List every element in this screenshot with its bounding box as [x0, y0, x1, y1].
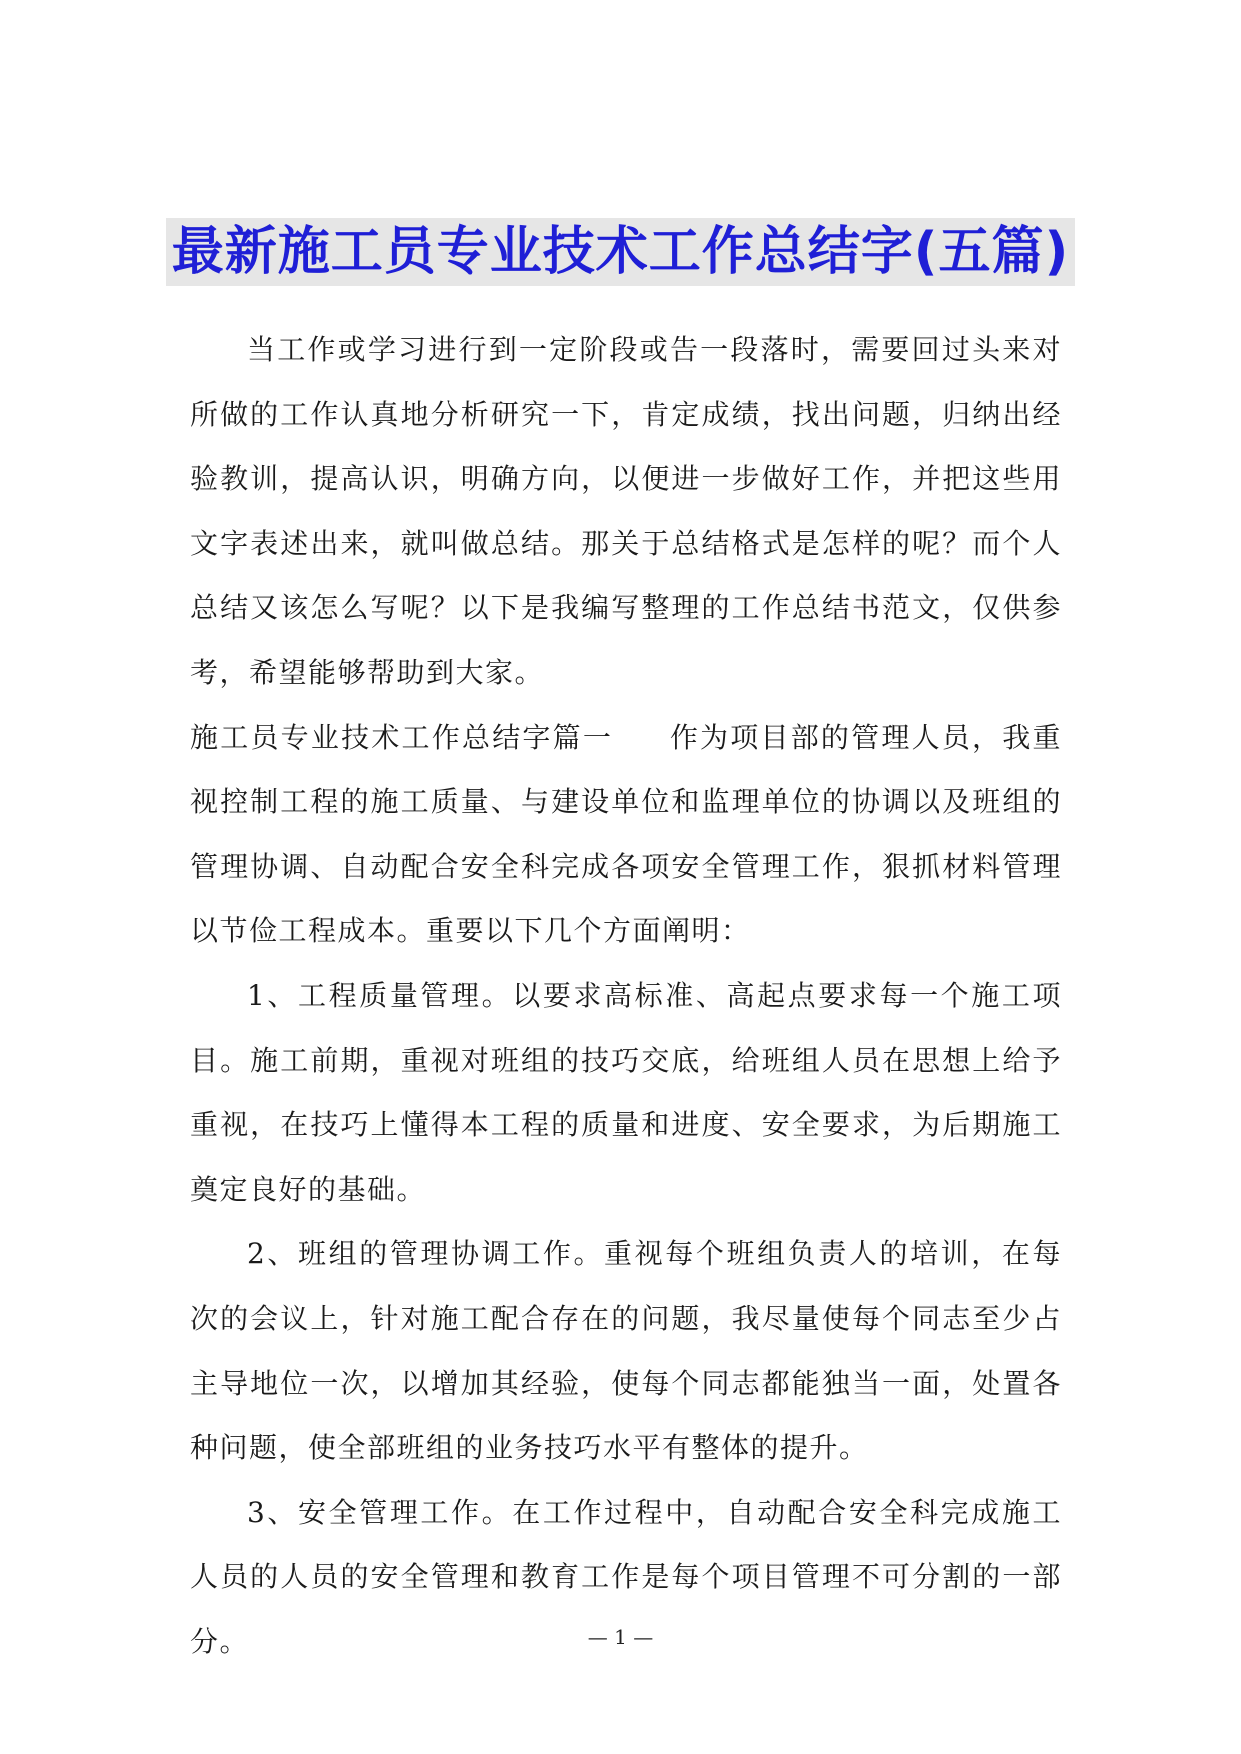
section-heading: 施工员专业技术工作总结字篇一 [190, 720, 614, 754]
title-container [0, 218, 1241, 286]
section-paragraph [190, 706, 1062, 964]
intro-paragraph: 当工作或学习进行到一定阶段或告一段落时，需要回过头来对所做的工作认真地分析研究一下，肯定成绩，找出问题，归纳出经验教训，提高认识，明确方向，以便进一步做好工作，并把这些用文字表述出来，就叫做总结。那关于总结格式是怎样的呢？而个人总结又该怎么写呢？以下是我编写整理的工作总结书范文，仅供参考，希望能够帮助到大家。 [190, 333, 1062, 689]
item-paragraph-1: 1、工程质量管理。以要求高标准、高起点要求每一个施工项目。施工前期，重视对班组的技巧交底，给班组人员在思想上给予重视，在技巧上懂得本工程的质量和进度、安全要求，为后期施工奠定良好的基础。 [190, 978, 1062, 1206]
section-lead: 作为项目部的管理人员，我重视控制工程的施工质量、与建设单位和监理单位的协调以及班组的管理协调、自动配合安全科完成各项安全管理工作，狠抓材料管理以节俭工程成本。重要以下几个方面阐明： [190, 720, 1062, 948]
page-number: — 1 — [587, 1625, 654, 1649]
document-title: 最新施工员专业技术工作总结字(五篇) [166, 218, 1076, 286]
item-paragraph-2: 2、班组的管理协调工作。重视每个班组负责人的培训，在每次的会议上，针对施工配合存在的问题，我尽量使每个同志至少占主导地位一次，以增加其经验，使每个同志都能独当一面，处置各种问题，使全部班组的业务技巧水平有整体的提升。 [190, 1237, 1062, 1465]
document-body [190, 318, 1062, 1674]
item-paragraph-3: 3、安全管理工作。在工作过程中，自动配合安全科完成施工人员的人员的安全管理和教育工作是每个项目管理不可分割的一部分。 [190, 1495, 1062, 1658]
